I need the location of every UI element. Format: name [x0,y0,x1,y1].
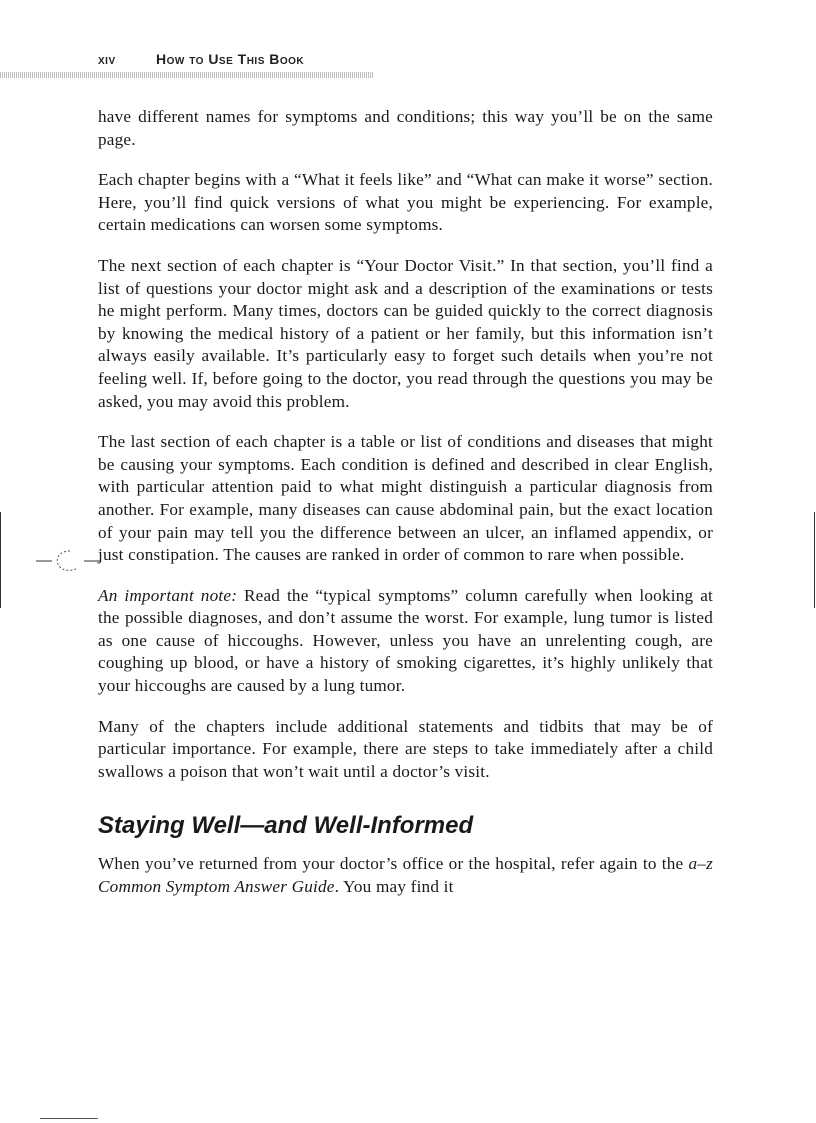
crop-mark-right [814,512,815,608]
paragraph-important-note [98,585,713,698]
staying-well-text-start: When you’ve returned from your doctor’s office or the hospital, refer again to the [98,854,689,874]
chapter-title: How to Use This Book [156,51,305,67]
header-rule [0,72,374,78]
staying-well-text-end: . You may find it [334,877,454,897]
important-note-lead: An important note: [98,585,238,605]
paragraph-continuation: have different names for symptoms and conditions; this way you’ll be on the same page. [98,107,713,149]
paragraph-conditions-table: The last section of each chapter is a table or list of conditions and diseases that might be causing your symptoms. Each condition is defined and described in clear English, with particular attention paid to what might distinguish a particular diagnosis from another. For example, many diseases can cause abdominal pain, but the exact location of your pain may tell you the difference between an ulcer, an inflamed appendix, or just constipation. The causes are ranked in order of common to rare when possible. [98,432,713,565]
paragraph-chapter-opening: Each chapter begins with a “What it feels like” and “What can make it worse” section. Here, you’ll find quick versions of what you might be experiencing. For example, certain medications can worsen some symptoms. [98,170,713,235]
page-body [98,106,713,917]
registration-mark-icon [36,548,100,574]
footer-rule [40,1118,98,1119]
section-heading: Staying Well—and Well-Informed [98,812,474,840]
running-head [98,51,304,67]
paragraph-doctor-visit: The next section of each chapter is “Your Doctor Visit.” In that section, you’ll find a list of questions your doctor might ask and a description of the examinations or tests he might perform. Many times, doctors can be guided quickly to the correct diagnosis by knowing the medical history of a patient or her family, but this information isn’t always easily available. It’s particularly easy to forget such details when you’re not feeling well. If, before going to the doctor, you read through the questions you may be asked, you may avoid this problem. [98,255,713,411]
important-note-body: Read the “typical symptoms” column carefully when looking at the possible diagnoses, and don’t assume the worst. For example, lung tumor is listed as one cause of hiccoughs. However, unless you have an unrelenting cough, are coughing up blood, or have a history of smoking cigarettes, it’s highly unlikely that your hiccoughs are caused by a lung tumor. [98,585,713,696]
paragraph-additional-statements: Many of the chapters include additional statements and tidbits that may be of particular importance. For example, there are steps to take immediately after a child swallows a poison that won’t wait until a doctor’s visit. [98,716,713,781]
page-number: xiv [98,51,116,67]
guide-title: a–z Common Symptom Answer Guide [98,854,713,897]
paragraph-staying-well [98,853,713,898]
crop-mark-left [0,512,1,608]
